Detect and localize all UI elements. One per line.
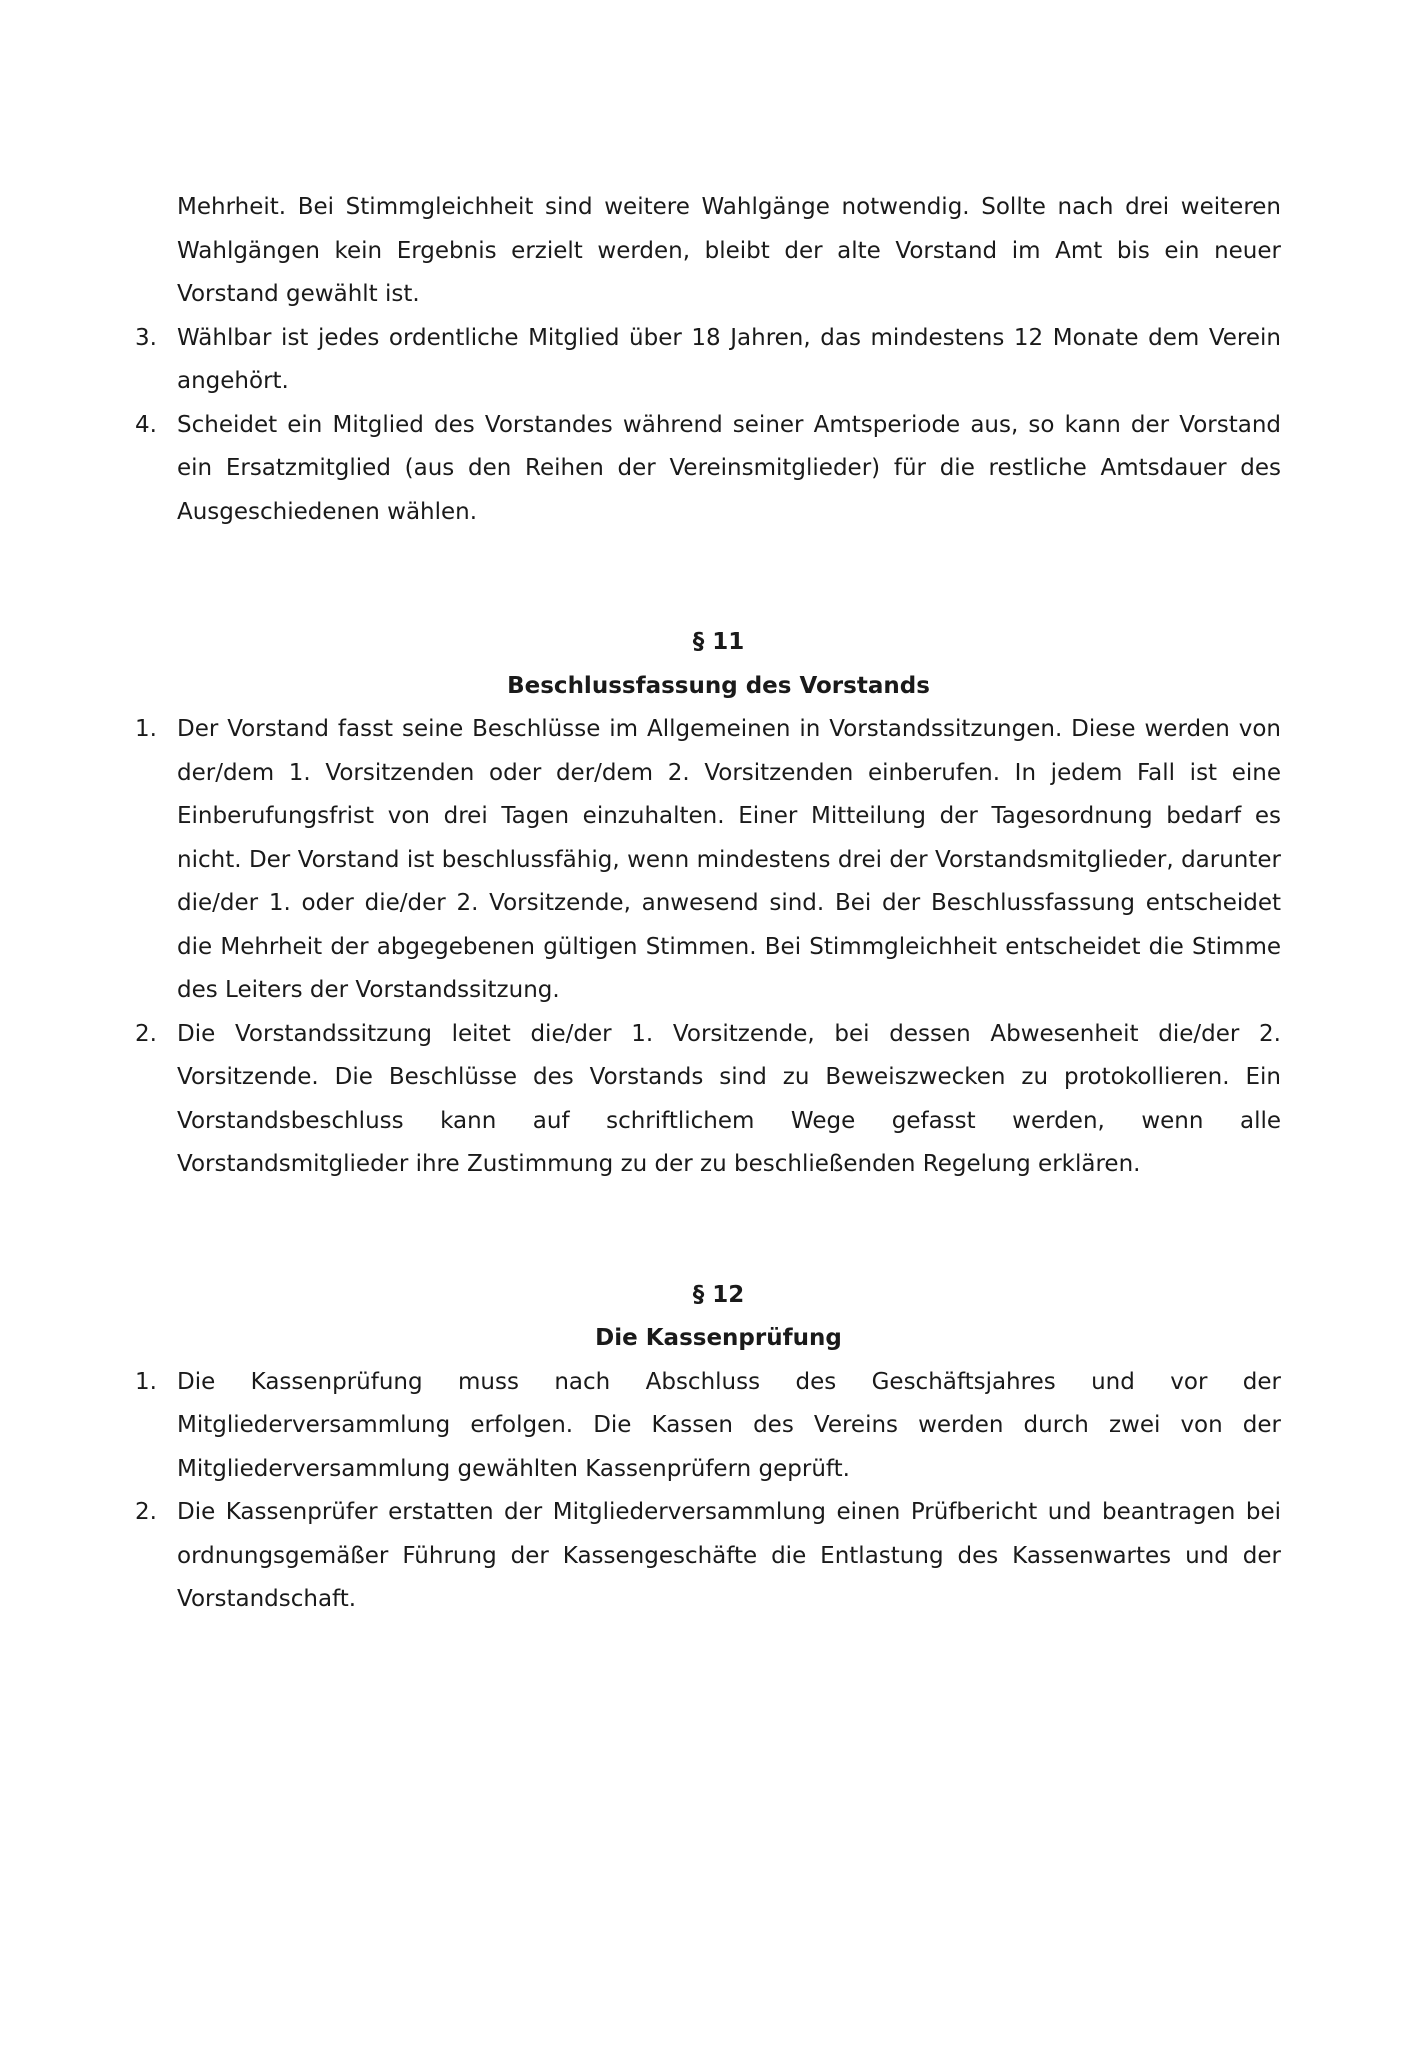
clause-list-section-11 [135,708,1281,1187]
item-text: Die Kassenprüfer erstatten der Mitgliederversammlung einen Prüfbericht und beantragen bei ordnungsgemäßer Führung der Kassengeschäfte die Entlastung des Kassenwartes und der Vorstandschaft. [177,1499,1281,1612]
page-content [135,186,1281,1622]
list-item [135,1013,1281,1187]
item-number: 1. [135,1368,157,1395]
list-item [135,1361,1281,1492]
clause-continuation: Mehrheit. Bei Stimmgleichheit sind weitere Wahlgänge notwendig. Sollte nach drei weiteren Wahlgängen kein Ergebnis erzielt werden, bleibt der alte Vorstand im Amt bis ein neuer Vorstand gewählt ist. [177,194,1281,307]
section-title: Die Kassenprüfung [595,1325,842,1351]
section-number: § 11 [692,629,745,655]
item-number: 2. [135,1020,157,1047]
item-text: Die Vorstandssitzung leitet die/der 1. Vorsitzende, bei dessen Abwesenheit die/der 2. Vorsitzende. Die Beschlüsse des Vorstands sind zu Beweiszwecken zu protokollieren. Ein Vorstandsbeschluss kann auf schriftlichem Wege gefasst werden, wenn alle Vorstandsmitglieder ihre Zustimmung zu der zu beschließenden Regelung erklären. [177,1020,1281,1177]
item-text: Scheidet ein Mitglied des Vorstandes während seiner Amtsperiode aus, so kann der Vorstand ein Ersatzmitglied (aus den Reihen der Vereinsmitglieder) für die restliche Amtsdauer des Ausgeschiedenen wählen. [177,411,1281,525]
list-item [135,317,1281,404]
list-item [135,404,1281,535]
section-number: § 12 [692,1281,745,1308]
section-title: Beschlussfassung des Vorstands [507,672,930,699]
item-text: Wählbar ist jedes ordentliche Mitglied über 18 Jahren, das mindestens 12 Monate dem Verein angehört. [177,324,1281,394]
clause-list-section-10 [135,317,1281,535]
item-number: 4. [135,411,157,438]
item-number: 2. [135,1499,157,1525]
list-item [135,1491,1281,1622]
section-11 [135,621,1281,1187]
item-text: Die Kassenprüfung muss nach Abschluss des Geschäftsjahres und vor der Mitgliederversammlung erfolgen. Die Kassen des Vereins werden durch zwei von der Mitgliederversammlung gewählten Kassenprüfern geprüft. [177,1368,1281,1482]
clause-list-section-12 [135,1361,1281,1622]
item-number: 3. [135,324,157,351]
item-number: 1. [135,716,157,742]
section-12 [135,1274,1281,1622]
item-text: Der Vorstand fasst seine Beschlüsse im Allgemeinen in Vorstandssitzungen. Diese werden von der/dem 1. Vorsitzenden oder der/dem 2. Vorsitzenden einberufen. In jedem Fall ist eine Einberufungsfrist von drei Tagen einzuhalten. Einer Mitteilung der Tagesordnung bedarf es nicht. Der Vorstand ist beschlussfähig, wenn mindestens drei der Vorstandsmitglieder, darunter die/der 1. oder die/der 2. Vorsitzende, anwesend sind. Bei der Beschlussfassung entscheidet die Mehrheit der abgegebenen gültigen Stimmen. Bei Stimmgleichheit entscheidet die Stimme des Leiters der Vorstandssitzung. [177,716,1281,1003]
list-item [135,708,1281,1013]
